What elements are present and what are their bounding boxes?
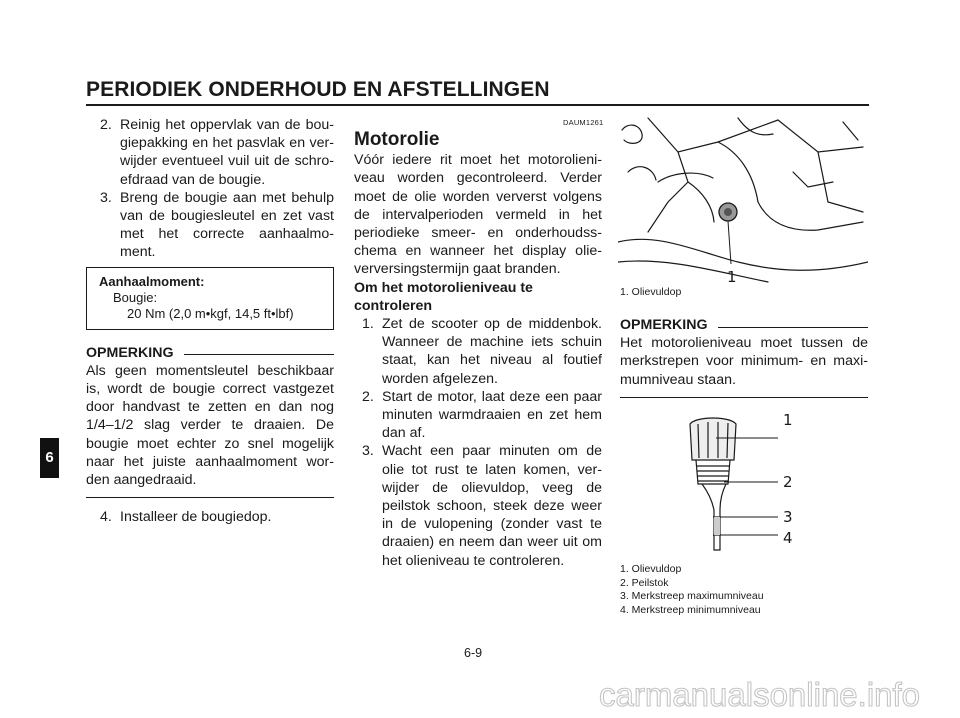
note-end-rule	[86, 497, 334, 498]
fig2-callout-1: 1	[783, 411, 793, 429]
subheading: Om het motorolieniveau te controleren	[354, 279, 533, 314]
svg-text:carmanualsonline.info: carmanualsonline.info	[599, 676, 921, 713]
section-code: DAUM1261	[563, 118, 604, 127]
fig2-captions	[620, 563, 764, 617]
fig1-callout: 1	[727, 268, 737, 284]
fig2-callout-4: 4	[783, 529, 793, 547]
section-heading: Motorolie	[354, 129, 440, 150]
steps-bottom	[86, 508, 334, 526]
spec-box	[86, 267, 334, 330]
intro-text: Vóór iedere rit moet het motorolieni-veau worden gecontroleerd. Verder moet de olie worden ververst volgens de intervalperioden vermeld in het periodieke smeer- en onderhoudss-chema en wanneer het display olie-verversingstermijn gaat branden.	[354, 152, 602, 278]
spec-item: Bougie:	[113, 289, 158, 305]
engine-illustration	[618, 112, 868, 284]
oil-step-2: 2. Start de motor, laat deze een paar minuten warmdraaien en zet hem dan af.	[362, 388, 602, 442]
watermark	[595, 675, 957, 715]
title-rule	[86, 104, 869, 106]
fig2-callout-3: 3	[783, 508, 793, 526]
page-title: PERIODIEK ONDERHOUD EN AFSTELLINGEN	[86, 78, 550, 101]
right-note-rule	[620, 397, 868, 398]
chapter-tab: 6	[40, 438, 59, 478]
step-2: 2. Reinig het oppervlak van de bou-giepakking en het pasvlak en ver-wijder eventueel vuil uit de schro-efdraad van de bougie.	[100, 117, 334, 188]
oil-steps	[348, 315, 602, 570]
note-heading: OPMERKING	[86, 344, 334, 362]
spec-label: Aanhaalmoment:	[99, 273, 205, 289]
step-3: 3. Breng de bougie aan met behulp van de bougiesleutel en zet vast met het correcte aanhaalmo-ment.	[100, 189, 334, 261]
middle-column	[354, 131, 602, 570]
spec-value: 20 Nm (2,0 m•kgf, 14,5 ft•lbf)	[127, 305, 294, 321]
oil-step-3: 3. Wacht een paar minuten om de olie tot rust te laten komen, ver-wijder de olievuldop, veeg de peilstok schoon, steek deze weer in de vulopening (zonder vast te draaien) en neem dan weer uit om het olieniveau te controleren.	[362, 443, 602, 569]
note-text: Als geen momentsleutel beschikbaar is, wordt de bougie correct vastgezet door handvast te zetten en dan nog 1/4–1/2 slag verder te draaien. De bougie moet echter zo snel mogelijk naar het juiste aanhaalmoment wor-den aangedraaid.	[86, 362, 334, 489]
page-number: 6-9	[464, 646, 483, 660]
right-note-text: Het motorolieniveau moet tussen de merkstrepen voor minimum- en maxi-mumniveau staan.	[620, 335, 868, 388]
right-note-heading: OPMERKING	[620, 316, 868, 334]
steps-top	[86, 116, 334, 262]
step-4: 4. Installeer de bougiedop.	[100, 509, 272, 526]
fig2-caption-1: 1. Olievuldop	[620, 563, 682, 575]
fig2-caption-3: 3. Merkstreep maximumniveau	[620, 590, 764, 602]
right-note	[620, 316, 868, 398]
fig2-caption-4: 4. Merkstreep minimumniveau	[620, 603, 761, 616]
fig2-caption-2: 2. Peilstok	[620, 576, 669, 589]
oil-step-1: 1. Zet de scooter op de middenbok. Wanneer de machine iets schuin staat, kan het niveau al foutief worden afgelezen.	[362, 316, 602, 387]
left-column	[86, 116, 334, 526]
fig2-callout-2: 2	[783, 473, 793, 491]
dipstick-illustration	[680, 410, 800, 555]
fig1-caption: 1. Olievuldop	[620, 286, 682, 298]
